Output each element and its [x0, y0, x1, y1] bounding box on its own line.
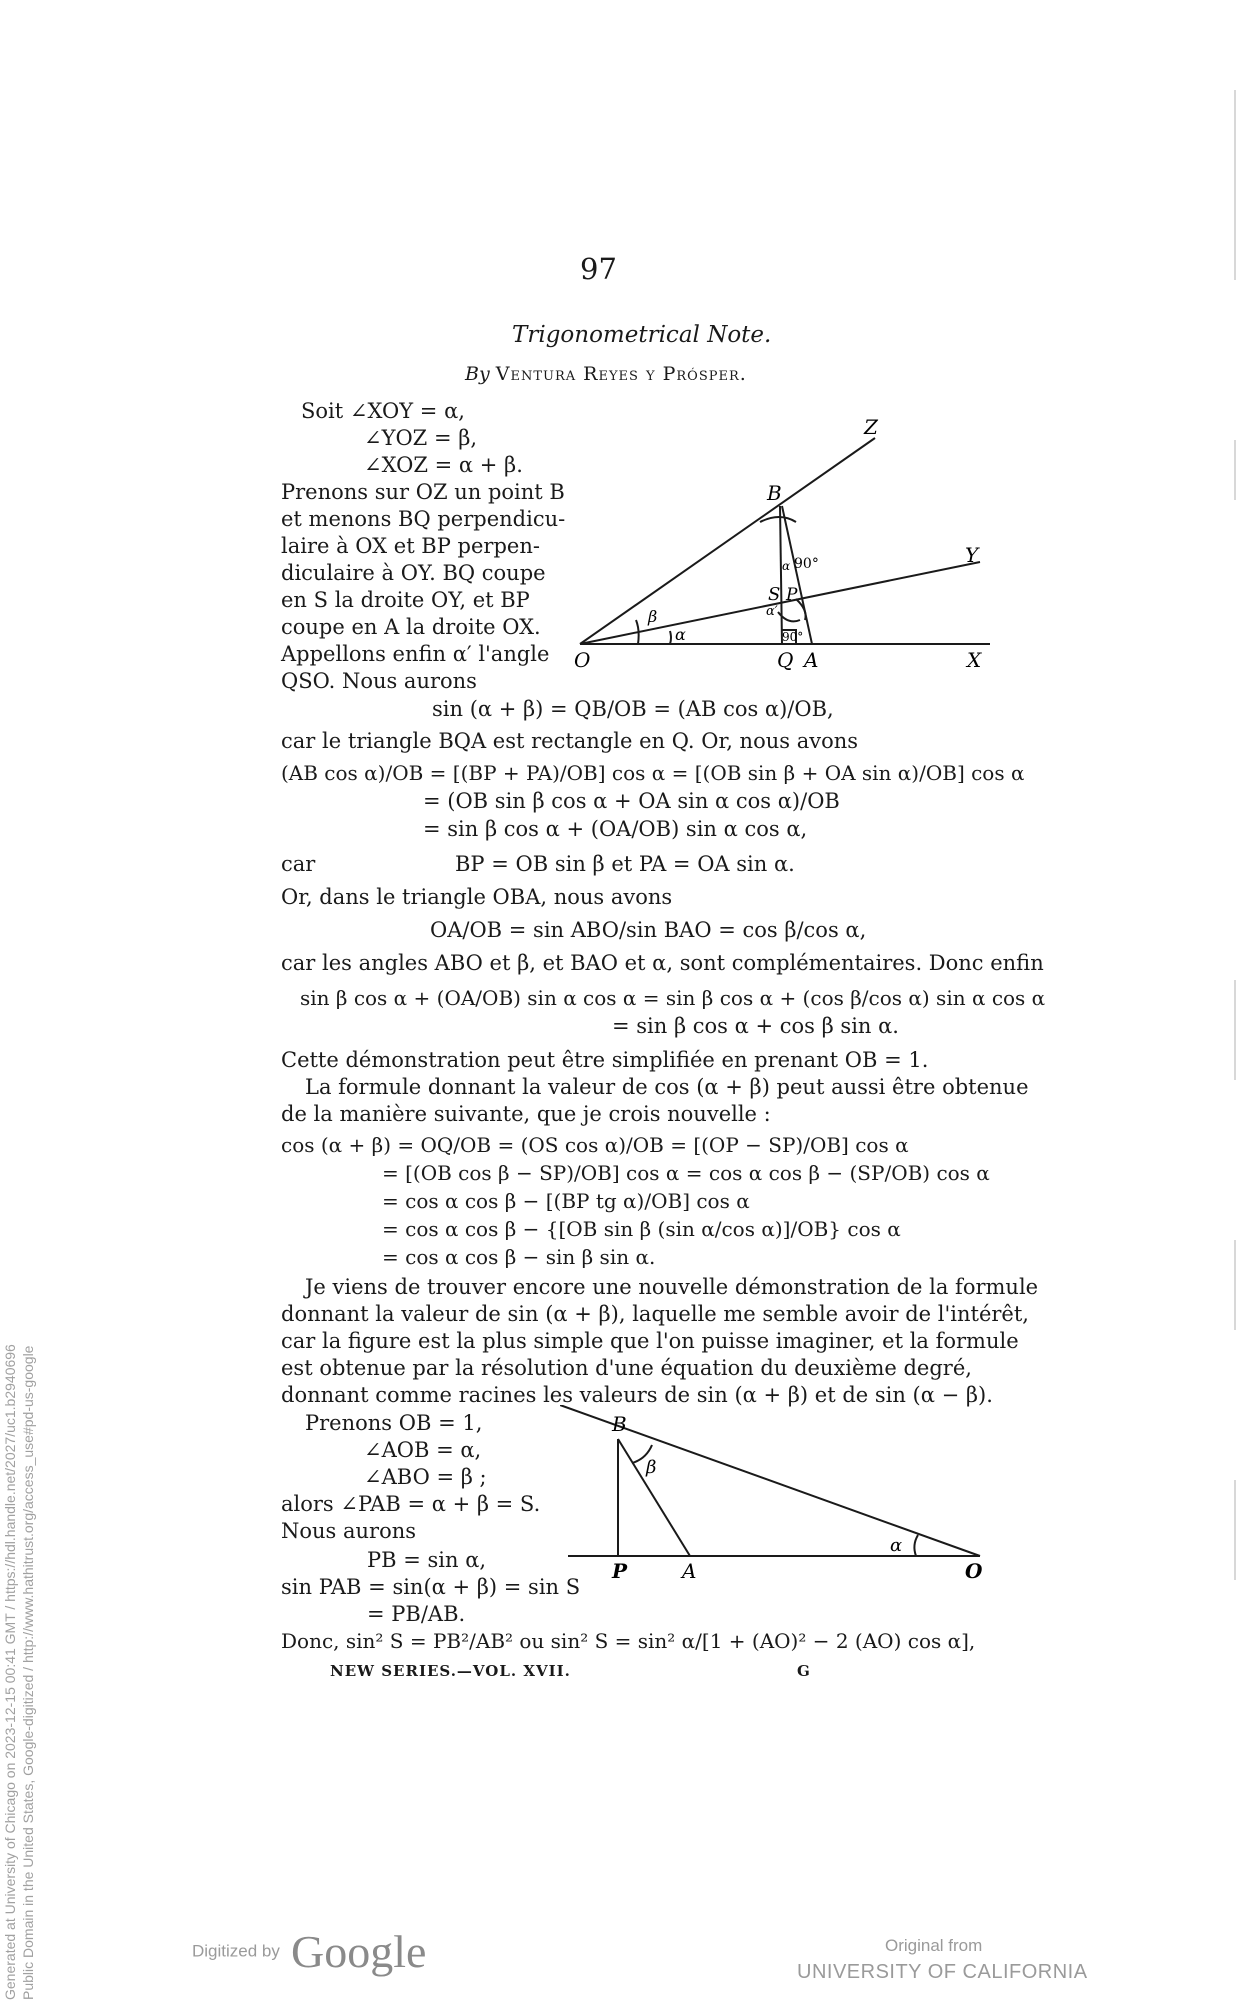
- text-line: laire à OX et BP perpen-: [281, 534, 540, 558]
- equation-line: = (OB sin β cos α + OA sin α cos α)/OB: [423, 789, 840, 813]
- fig2-label-alpha: α: [890, 1535, 903, 1556]
- text-line: Prenons sur OZ un point B: [281, 480, 565, 504]
- digitized-by: [192, 1925, 426, 1978]
- hathitrust-watermark: [2, 1000, 52, 2000]
- digitized-by-label: Digitized by: [192, 1941, 280, 1961]
- text-line: Nous aurons: [281, 1519, 417, 1543]
- text-line: La formule donnant la valeur de cos (α + β) peut aussi être obtenue: [305, 1075, 1029, 1099]
- text-line: Prenons OB = 1,: [305, 1411, 483, 1435]
- equation-line: Donc, sin² S = PB²/AB² ou sin² S = sin² α/[1 + (AO)² − 2 (AO) cos α],: [281, 1629, 976, 1653]
- google-logo: Google: [290, 1926, 427, 1977]
- fig2-label-P: P: [612, 1559, 628, 1583]
- equation-line: = cos α cos β − [(BP tg α)/OB] cos α: [382, 1189, 750, 1213]
- fig1-label-alpha-small: α: [782, 559, 791, 573]
- text-line: car le triangle BQA est rectangle en Q. Or, nous avons: [281, 729, 859, 753]
- equation-line: sin β cos α + (OA/OB) sin α cos α = sin β cos α + (cos β/cos α) sin α cos α: [300, 986, 1046, 1010]
- fig2-label-A: A: [682, 1559, 697, 1583]
- page-number: 97: [580, 252, 617, 286]
- fig2-label-beta: β: [646, 1457, 657, 1478]
- equation-line: OA/OB = sin ABO/sin BAO = cos β/cos α,: [430, 918, 867, 942]
- byline: [465, 363, 747, 385]
- equation-line: = sin β cos α + (OA/OB) sin α cos α,: [423, 817, 808, 841]
- fig1-label-Q: Q: [777, 648, 794, 672]
- fig1-label-alpha: α: [675, 625, 686, 644]
- equation-line: = cos α cos β − {[OB sin β (sin α/cos α)]/OB} cos α: [382, 1217, 901, 1241]
- original-from: Original from: [885, 1936, 983, 1955]
- fig1-label-beta: β: [648, 607, 658, 626]
- text-line: Appellons enfin α′ l'angle: [281, 642, 550, 666]
- text-line: en S la droite OY, et BP: [281, 588, 530, 612]
- fig1-label-O: O: [574, 648, 591, 672]
- fig1-label-90-top: 90°: [794, 556, 819, 572]
- watermark-line-2: Public Domain in the United States, Google-digitized / http://www.hathitrust.org/access_use#pd-us-google: [20, 1345, 36, 2000]
- fig1-label-A: A: [804, 648, 819, 672]
- fig1-label-S: S: [768, 584, 781, 605]
- text-line: QSO. Nous aurons: [281, 669, 477, 693]
- fig1-label-X: X: [967, 648, 982, 672]
- text-line: Or, dans le triangle OBA, nous avons: [281, 885, 673, 909]
- scan-edge-marks: [1230, 80, 1240, 1640]
- text-line: Soit ∠XOY = α,: [301, 399, 465, 423]
- equation-line: cos (α + β) = OQ/OB = (OS cos α)/OB = [(OP − SP)/OB] cos α: [281, 1133, 909, 1157]
- text-line: ∠ABO = β ;: [364, 1465, 487, 1489]
- fig1-label-90-bottom: 90°: [782, 630, 804, 644]
- university-name: UNIVERSITY OF CALIFORNIA: [797, 1961, 1088, 1983]
- text-line: est obtenue par la résolution d'une équation du deuxième degré,: [281, 1356, 972, 1380]
- equation-line: = [(OB cos β − SP)/OB] cos α = cos α cos β − (SP/OB) cos α: [382, 1161, 990, 1185]
- series-footer: NEW SERIES.—VOL. XVII.: [330, 1662, 571, 1680]
- byline-author: Ventura Reyes y Prósper.: [495, 363, 747, 385]
- text-line: donnant comme racines les valeurs de sin (α + β) et de sin (α − β).: [281, 1383, 993, 1407]
- fig1-label-Y: Y: [965, 543, 979, 567]
- fig2-label-O: O: [965, 1559, 983, 1583]
- text-line: coupe en A la droite OX.: [281, 615, 541, 639]
- fig1-label-P: P: [786, 585, 798, 605]
- text-line: car la figure est la plus simple que l'on puisse imaginer, et la formule: [281, 1329, 1019, 1353]
- text-line: Cette démonstration peut être simplifiée en prenant OB = 1.: [281, 1048, 929, 1072]
- equation-line: (AB cos α)/OB = [(BP + PA)/OB] cos α = [(OB sin β + OA sin α)/OB] cos α: [281, 761, 1025, 785]
- text-line: PB = sin α,: [367, 1548, 487, 1572]
- text-line: car les angles ABO et β, et BAO et α, sont complémentaires. Donc enfin: [281, 951, 1044, 975]
- text-line: ∠YOZ = β,: [364, 426, 478, 450]
- text-line: sin PAB = sin(α + β) = sin S: [281, 1575, 581, 1599]
- equation-line: = cos α cos β − sin β sin α.: [382, 1245, 656, 1269]
- figure-2-diagram: [560, 1405, 990, 1585]
- text-line: diculaire à OY. BQ coupe: [281, 561, 546, 585]
- fig1-label-Z: Z: [864, 415, 878, 439]
- equation-line: = sin β cos α + cos β sin α.: [612, 1014, 899, 1038]
- byline-by: By: [465, 363, 490, 385]
- text-line: alors ∠PAB = α + β = S.: [281, 1492, 541, 1516]
- text-line: de la manière suivante, que je crois nouvelle :: [281, 1102, 771, 1126]
- text-line: car: [281, 852, 316, 876]
- watermark-line-1: Generated at University of Chicago on 2023-12-15 00:41 GMT / https://hdl.handle.net/2027/uc1.b2940696: [2, 1344, 18, 2000]
- text-line: ∠AOB = α,: [364, 1438, 482, 1462]
- text-line: Je viens de trouver encore une nouvelle démonstration de la formule: [305, 1275, 1039, 1299]
- text-line: et menons BQ perpendicu-: [281, 507, 566, 531]
- fig1-label-alpha-prime: α′: [766, 604, 778, 619]
- fig1-label-B: B: [767, 481, 782, 505]
- fig2-label-B: B: [612, 1412, 627, 1436]
- equation-line: BP = OB sin β et PA = OA sin α.: [455, 852, 795, 876]
- text-line: = PB/AB.: [367, 1602, 466, 1626]
- figure-1-diagram: [560, 400, 1000, 700]
- text-line: ∠XOZ = α + β.: [364, 453, 523, 477]
- text-line: donnant la valeur de sin (α + β), laquelle me semble avoir de l'intérêt,: [281, 1302, 1029, 1326]
- article-title: Trigonometrical Note.: [512, 322, 772, 348]
- signature-mark: G: [797, 1662, 810, 1680]
- equation-line: sin (α + β) = QB/OB = (AB cos α)/OB,: [432, 697, 834, 721]
